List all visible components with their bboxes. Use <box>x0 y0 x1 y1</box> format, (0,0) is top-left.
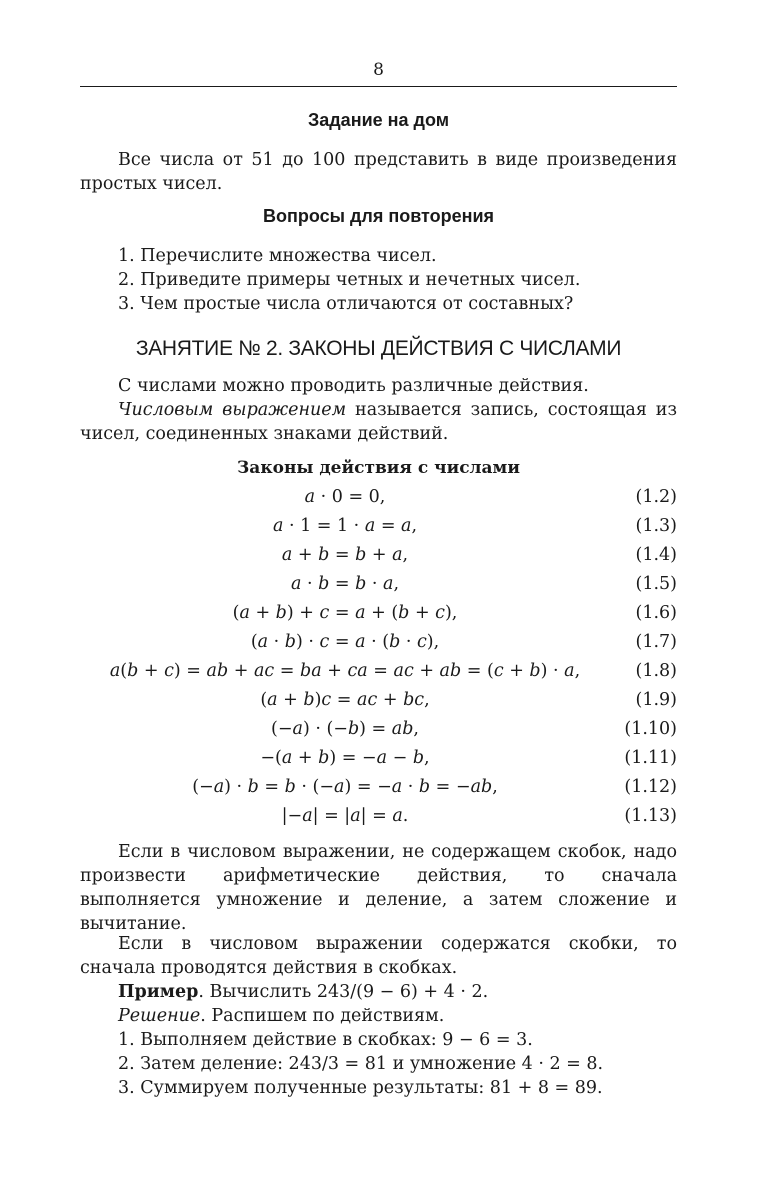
review-heading: Вопросы для повторения <box>262 206 495 226</box>
formula-row <box>80 516 677 545</box>
formula-number: (1.13) <box>624 806 677 826</box>
review-item: 3. Чем простые числа отличаются от составных? <box>118 294 574 314</box>
laws-title: Законы действия с числами <box>237 458 520 478</box>
formula-number: (1.4) <box>635 545 677 565</box>
solution-step: 1. Выполняем действие в скобках: 9 − 6 = 3. <box>118 1030 533 1050</box>
formula-expression: −(a + b) = −a − b, <box>260 748 430 768</box>
homework-heading: Задание на дом <box>307 110 450 130</box>
formula-number: (1.8) <box>635 661 677 681</box>
solution-label: Решение <box>118 1006 201 1026</box>
formula-number: (1.7) <box>635 632 677 652</box>
formula-expression: (−a) · b = b · (−a) = −a · b = −ab, <box>192 777 498 797</box>
rule-order-brackets: Если в числовом выражении содержатся скобки, то сначала проводятся действия в скобках. <box>80 934 677 978</box>
review-item: 1. Перечислите множества чисел. <box>118 246 437 266</box>
review-item: 2. Приведите примеры четных и нечетных чисел. <box>118 270 581 290</box>
formula-row <box>80 574 677 603</box>
formula-expression: a · b = b · a, <box>290 574 400 594</box>
lesson-definition <box>80 398 677 446</box>
formula-expression: a + b = b + a, <box>281 545 409 565</box>
solution-text: . Распишем по действиям. <box>200 1006 445 1026</box>
lesson-title: ЗАНЯТИЕ № 2. ЗАКОНЫ ДЕЙСТВИЯ С ЧИСЛАМИ <box>135 337 622 360</box>
formula-number: (1.3) <box>635 516 677 536</box>
formula-expression: a(b + c) = ab + ac = ba + ca = ac + ab = (c + b) · a, <box>109 661 581 681</box>
example-task-text: . Вычислить 243/(9 − 6) + 4 · 2. <box>198 982 489 1002</box>
formula-expression: (−a) · (−b) = ab, <box>271 719 419 739</box>
formula-row <box>80 690 677 719</box>
definition-rest: называется запись, состоящая из чисел, соединенных знаками действий. <box>80 400 678 444</box>
formula-number: (1.12) <box>624 777 677 797</box>
formula-row <box>80 806 677 835</box>
formula-row <box>80 632 677 661</box>
formula-row <box>80 719 677 748</box>
formula-expression: a · 1 = 1 · a = a, <box>272 516 418 536</box>
formula-number: (1.9) <box>635 690 677 710</box>
solution-step: 3. Суммируем полученные результаты: 81 + 8 = 89. <box>118 1078 603 1098</box>
solution-step: 2. Затем деление: 243/3 = 81 и умножение 4 · 2 = 8. <box>118 1054 604 1074</box>
formula-number: (1.5) <box>635 574 677 594</box>
header-rule <box>80 86 677 87</box>
example-label: Пример <box>118 982 199 1002</box>
formula-number: (1.10) <box>624 719 677 739</box>
formula-expression: (a + b)c = ac + bc, <box>260 690 430 710</box>
formula-row <box>80 777 677 806</box>
definition-term: Числовым выражением <box>118 400 347 420</box>
formula-expression: a · 0 = 0, <box>304 487 386 507</box>
formula-number: (1.2) <box>635 487 677 507</box>
formula-row <box>80 661 677 690</box>
formula-row <box>80 603 677 632</box>
formula-row <box>80 748 677 777</box>
formula-expression: |−a| = |a| = a. <box>281 806 409 826</box>
formula-expression: (a · b) · c = a · (b · c), <box>250 632 440 652</box>
formula-expression: (a + b) + c = a + (b + c), <box>232 603 458 623</box>
example-task <box>118 980 488 1004</box>
formula-row <box>80 545 677 574</box>
formula-number: (1.11) <box>624 748 677 768</box>
page-number: 8 <box>373 60 384 80</box>
lesson-intro: С числами можно проводить различные действия. <box>118 376 589 396</box>
homework-text: Все числа от 51 до 100 представить в виде произведения простых чисел. <box>80 150 677 194</box>
formula-row <box>80 487 677 516</box>
formula-number: (1.6) <box>635 603 677 623</box>
rule-order-no-brackets: Если в числовом выражении, не содержащем скобок, надо произвести арифметические действия, то сначала выполняется умножение и деление, а затем сложение и вычитание. <box>80 842 677 934</box>
example-solution <box>118 1004 444 1028</box>
